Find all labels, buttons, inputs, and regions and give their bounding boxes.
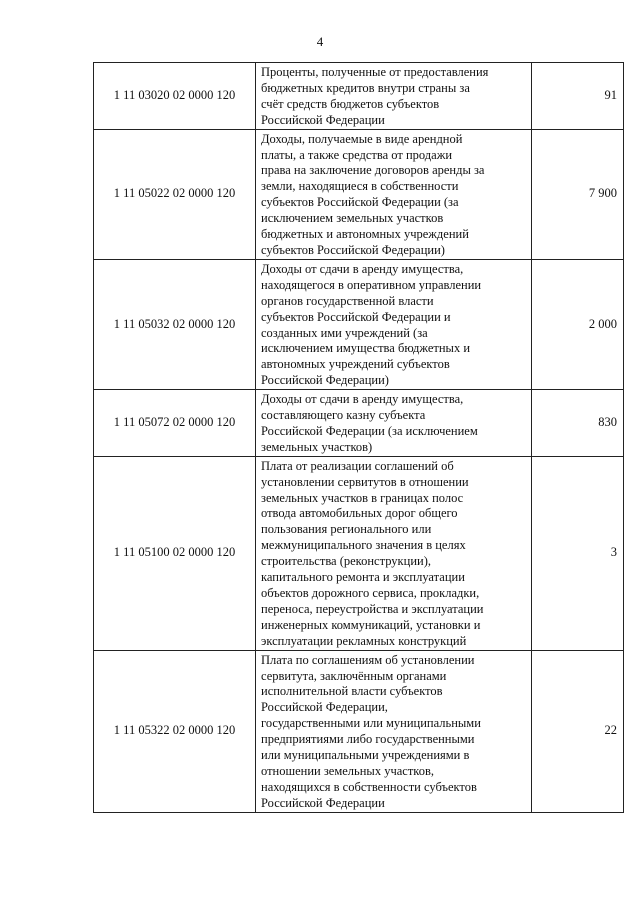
income-code-cell: 1 11 03020 02 0000 120 (94, 63, 256, 130)
description-line: Доходы, получаемые в виде арендной (261, 131, 463, 146)
income-code-cell: 1 11 05022 02 0000 120 (94, 129, 256, 259)
description-line: органов государственной власти (261, 293, 434, 308)
description-line: Доходы от сдачи в аренду имущества, (261, 392, 464, 407)
description-line: предприятиями либо государственными (261, 732, 475, 747)
income-description-cell (256, 650, 532, 812)
table-row (94, 259, 624, 389)
description-line: Плата от реализации соглашений об (261, 458, 454, 473)
income-code-cell: 1 11 05100 02 0000 120 (94, 456, 256, 650)
description-line: земельных участков в границах полос (261, 490, 464, 505)
income-table (93, 62, 624, 813)
description-line: отвода автомобильных дорог общего (261, 506, 458, 521)
description-line: созданных ими учреждений (за (261, 325, 428, 340)
description-line: капитального ремонта и эксплуатации (261, 570, 465, 585)
description-line: Российской Федерации, (261, 700, 388, 715)
description-line: Российской Федерации (261, 795, 385, 810)
description-line: Российской Федерации) (261, 373, 389, 388)
description-line: государственными или муниципальными (261, 716, 481, 731)
description-line: эксплуатации рекламных конструкций (261, 633, 467, 648)
description-line: счёт средств бюджетов субъектов (261, 96, 440, 111)
income-amount-cell: 2 000 (532, 259, 624, 389)
income-amount-cell: 22 (532, 650, 624, 812)
table-row (94, 390, 624, 457)
description-line: исполнительной власти субъектов (261, 684, 443, 699)
table-row (94, 129, 624, 259)
income-amount-cell: 3 (532, 456, 624, 650)
income-code-cell: 1 11 05322 02 0000 120 (94, 650, 256, 812)
table-row (94, 63, 624, 130)
description-line: сервитута, заключённым органами (261, 668, 447, 683)
description-line: платы, а также средства от продажи (261, 147, 453, 162)
table-row (94, 650, 624, 812)
description-line: находящихся в собственности субъектов (261, 779, 477, 794)
description-line: субъектов Российской Федерации и (261, 309, 451, 324)
description-line: Плата по соглашениям об установлении (261, 652, 475, 667)
income-description-cell (256, 63, 532, 130)
description-line: объектов дорожного сервиса, прокладки, (261, 586, 480, 600)
description-line: исключением имущества бюджетных и (261, 341, 471, 356)
description-line: бюджетных кредитов внутри страны за (261, 80, 470, 95)
description-line: субъектов Российской Федерации (за (261, 195, 459, 210)
description-line: пользования регионального или (261, 522, 432, 537)
description-line: установлении сервитутов в отношении (261, 474, 469, 489)
income-description-cell (256, 390, 532, 457)
description-line: права на заключение договоров аренды за (261, 163, 485, 178)
description-line: переноса, переустройства и эксплуатации (261, 601, 484, 616)
description-line: Проценты, полученные от предоставления (261, 65, 489, 79)
table-row (94, 456, 624, 650)
description-line: инженерных коммуникаций, установки и (261, 617, 481, 632)
income-code-cell: 1 11 05032 02 0000 120 (94, 259, 256, 389)
description-line: строительства (реконструкции), (261, 554, 431, 569)
description-line: земельных участков) (261, 439, 373, 454)
description-line: бюджетных и автономных учреждений (261, 227, 469, 242)
income-amount-cell: 830 (532, 390, 624, 457)
description-line: Российской Федерации (за исключением (261, 423, 478, 438)
page-number: 4 (316, 34, 324, 49)
income-description-cell (256, 456, 532, 650)
income-amount-cell: 91 (532, 63, 624, 130)
income-description-cell (256, 129, 532, 259)
description-line: Доходы от сдачи в аренду имущества, (261, 261, 464, 276)
description-line: субъектов Российской Федерации) (261, 242, 445, 257)
description-line: составляющего казну субъекта (261, 408, 426, 423)
income-code-cell: 1 11 05072 02 0000 120 (94, 390, 256, 457)
description-line: межмуниципального значения в целях (261, 538, 466, 553)
income-table-body (94, 63, 624, 813)
description-line: Российской Федерации (261, 112, 385, 127)
description-line: исключением земельных участков (261, 211, 444, 226)
description-line: земли, находящиеся в собственности (261, 179, 459, 194)
description-line: автономных учреждений субъектов (261, 357, 450, 372)
income-amount-cell: 7 900 (532, 129, 624, 259)
income-description-cell (256, 259, 532, 389)
description-line: или муниципальными учреждениями в (261, 748, 470, 763)
description-line: находящегося в оперативном управлении (261, 277, 482, 292)
description-line: отношении земельных участков, (261, 763, 435, 778)
